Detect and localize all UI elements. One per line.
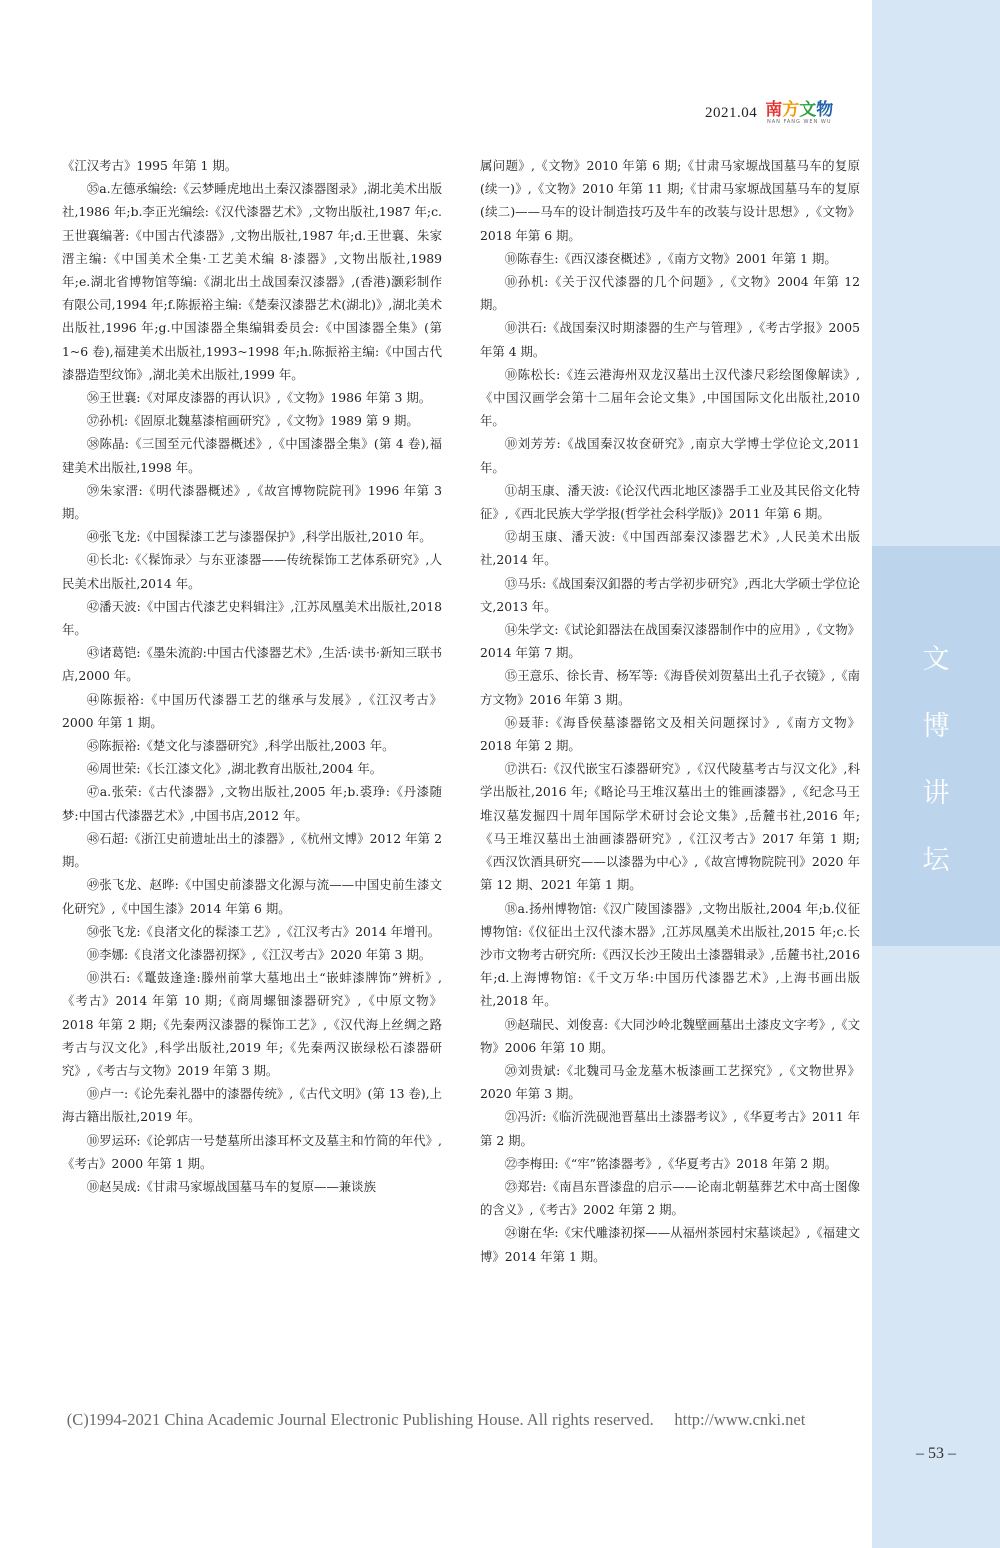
reference-note: ㊺陈振裕:《楚文化与漆器研究》,科学出版社,2003 年。 bbox=[86, 738, 395, 754]
reference-note: ㊻周世荣:《长江漆文化》,湖北教育出版社,2004 年。 bbox=[86, 761, 383, 777]
reference-note: ⑩孙机:《关于汉代漆器的几个问题》,《文物》2004 年第 12 期。 bbox=[480, 274, 860, 313]
reference-note: ㊴朱家溍:《明代漆器概述》,《故宫博物院院刊》1996 年第 3 期。 bbox=[62, 482, 442, 522]
copyright-line bbox=[0, 1410, 872, 1430]
reference-note: ⑩卢一:《论先秦礼器中的漆器传统》,《古代文明》(第 13 卷),上海古籍出版社,2019 年。 bbox=[62, 1086, 442, 1125]
reference-note: ⑭朱学文:《试论釦器法在战国秦汉漆器制作中的应用》,《文物》2014 年第 7 期。 bbox=[480, 622, 860, 661]
logo-wordmark bbox=[765, 101, 833, 119]
section-title-char: 讲 bbox=[922, 778, 950, 809]
reference-note: ⑲赵瑞民、刘俊喜:《大同沙岭北魏壁画墓出土漆皮文字考》,《文物》2006 年第 10 期。 bbox=[480, 1016, 860, 1055]
cnki-url: http://www.cnki.net bbox=[674, 1410, 806, 1429]
reference-note: ⑮王意乐、徐长青、杨军等:《海昏侯刘贺墓出土孔子衣镜》,《南方文物》2016 年第 3 期。 bbox=[480, 668, 860, 707]
reference-note: ⑩李娜:《良渚文化漆器初探》,《江汉考古》2020 年第 3 期。 bbox=[86, 946, 432, 962]
reference-note: ⑩洪石:《鼍鼓逢逢:滕州前掌大墓地出土“嵌蚌漆牌饰”辨析》,《考古》2014 年第 10 期;《商周螺钿漆器研究》,《中原文物》2018 年第 2 期;《先秦两汉漆器的髹饰工艺》,《汉代海上丝绸之路考古与汉文化》,科学出版社,2019 年;《先秦两汉嵌绿松石漆器研究》,《考古与文物》2019 年第 3 期。 bbox=[62, 970, 442, 1078]
copyright-text: (C)1994-2021 China Academic Journal Electronic Publishing House. All rights reserved. bbox=[66, 1410, 654, 1429]
reference-note: ㊷潘天波:《中国古代漆艺史料辑注》,江苏凤凰美术出版社,2018 年。 bbox=[62, 598, 442, 638]
reference-note: ⑱a.扬州博物馆:《汉广陵国漆器》,文物出版社,2004 年;b.仪征博物馆:《仪征出土汉代漆木器》,江苏凤凰美术出版社,2015 年;c.长沙市文物考古研究所:《西汉长沙王陵出土漆器辑录》,岳麓书社,2016 年;d.上海博物馆:《千文万华:中国历代漆器艺术》,上海书画出版社,2018 年。 bbox=[480, 900, 860, 1009]
reference-note: ㉒李梅田:《“牢”铭漆器考》,《华夏考古》2018 年第 2 期。 bbox=[504, 1155, 838, 1171]
reference-note: ㉑冯沂:《临沂洗砚池晋墓出土漆器考议》,《华夏考古》2011 年第 2 期。 bbox=[480, 1109, 860, 1148]
reference-note: ㊳陈晶:《三国至元代漆器概述》,《中国漆器全集》(第 4 卷),福建美术出版社,1998 年。 bbox=[62, 436, 442, 475]
reference-note: ㉓郑岩:《南昌东晋漆盘的启示——论南北朝墓葬艺术中高士图像的含义》,《考古》2002 年第 2 期。 bbox=[480, 1178, 860, 1218]
reference-note: ⑩陈春生:《西汉漆奁概述》,《南方文物》2001 年第 1 期。 bbox=[504, 250, 837, 266]
reference-note: ㊹陈振裕:《中国历代漆器工艺的继承与发展》,《江汉考古》2000 年第 1 期。 bbox=[62, 691, 442, 730]
reference-note: ㊼a.张荣:《古代漆器》,文物出版社,2005 年;b.裘琤:《丹漆随梦:中国古代漆器艺术》,中国书店,2012 年。 bbox=[62, 784, 442, 823]
reference-note: ⑬马乐:《战国秦汉釦器的考古学初步研究》,西北大学硕士学位论文,2013 年。 bbox=[480, 575, 860, 614]
logo-char: 物 bbox=[816, 100, 834, 120]
reference-note: ㉔谢在华:《宋代雕漆初探——从福州茶园村宋墓谈起》,《福建文博》2014 年第 1 期。 bbox=[480, 1225, 860, 1264]
reference-note: ㊱王世襄:《对犀皮漆器的再认识》,《文物》1986 年第 3 期。 bbox=[86, 390, 432, 406]
reference-note: ㊽石超:《浙江史前遗址出土的漆器》,《杭州文博》2012 年第 2 期。 bbox=[62, 830, 442, 870]
logo-char: 南 bbox=[765, 100, 783, 120]
logo-char: 方 bbox=[782, 100, 800, 120]
reference-note: ⑩刘芳芳:《战国秦汉妆奁研究》,南京大学博士学位论文,2011 年。 bbox=[480, 436, 860, 475]
section-title-char: 博 bbox=[922, 711, 950, 742]
reference-note: ⑪胡玉康、潘天波:《论汉代西北地区漆器手工业及其民俗文化特征》,《西北民族大学学报(哲学社会科学版)》2011 年第 6 期。 bbox=[480, 482, 860, 522]
reference-note: ⑩洪石:《战国秦汉时期漆器的生产与管理》,《考古学报》2005 年第 4 期。 bbox=[480, 320, 860, 359]
reference-note: ㊸诸葛铠:《墨朱流韵:中国古代漆器艺术》,生活·读书·新知三联书店,2000 年。 bbox=[62, 645, 442, 684]
reference-note: ⑳刘贵斌:《北魏司马金龙墓木板漆画工艺探究》,《文物世界》2020 年第 3 期。 bbox=[480, 1062, 860, 1102]
reference-note: ㊶长北:《〈髹饰录〉与东亚漆器——传统髹饰工艺体系研究》,人民美术出版社,2014 年。 bbox=[62, 552, 442, 591]
journal-logo bbox=[765, 101, 833, 125]
reference-note: ㊵张飞龙:《中国髹漆工艺与漆器保护》,科学出版社,2010 年。 bbox=[86, 529, 432, 545]
reference-note: ㊲孙机:《固原北魏墓漆棺画研究》,《文物》1989 第 9 期。 bbox=[86, 413, 419, 429]
reference-note: ⑯聂菲:《海昏侯墓漆器铭文及相关问题探讨》,《南方文物》2018 年第 2 期。 bbox=[480, 714, 860, 754]
logo-pinyin: NAN FANG WEN WU bbox=[766, 119, 832, 125]
reference-note: ㊿张飞龙:《良渚文化的髹漆工艺》,《江汉考古》2014 年增刊。 bbox=[86, 923, 441, 939]
notes-column-right bbox=[480, 154, 860, 1268]
reference-note: ⑫胡玉康、潘天波:《中国西部秦汉漆器艺术》,人民美术出版社,2014 年。 bbox=[480, 529, 860, 568]
section-title-char: 文 bbox=[922, 644, 950, 675]
section-title-char: 坛 bbox=[922, 845, 950, 876]
reference-note: ⑩赵吴成:《甘肃马家塬战国墓马车的复原——兼谈族 bbox=[86, 1178, 376, 1194]
issue-number: 2021.04 bbox=[705, 104, 758, 121]
reference-note: ⑰洪石:《汉代嵌宝石漆器研究》,《汉代陵墓考古与汉文化》,科学出版社,2016 年;《略论马王堆汉墓出土的锥画漆器》,《纪念马王堆汉墓发掘四十周年国际学术研讨会论文集》,岳麓书社,2016 年;《马王堆汉墓出土油画漆器研究》,《江汉考古》2017 年第 1 期;《西汉饮酒具研究——以漆器为中心》,《故宫博物院院刊》2020 年第 12 期、2021 年第 1 期。 bbox=[480, 761, 860, 893]
reference-note: ㉟a.左德承编绘:《云梦睡虎地出土秦汉漆器图录》,湖北美术出版社,1986 年;b.李正光编绘:《汉代漆器艺术》,文物出版社,1987 年;c.王世襄编著:《中国古代漆器》,文物出版社,1987 年;d.王世襄、朱家溍主编:《中国美术全集·工艺美术编 8·漆器》,文物出版社,1989 年;e.湖北省博物馆等编:《湖北出土战国秦汉漆器》,(香港)灏彩制作有限公司,1994 年;f.陈振裕主编:《楚秦汉漆器艺术(湖北)》,湖北美术出版社,1996 年;g.中国漆器全集编辑委员会:《中国漆器全集》(第 1~6 卷),福建美术出版社,1993~1998 年;h.陈振裕主编:《中国古代漆器造型纹饰》,湖北美术出版社,1999 年。 bbox=[62, 181, 442, 382]
reference-note: ⑩罗运环:《论郭店一号楚墓所出漆耳杯文及墓主和竹简的年代》,《考古》2000 年第 1 期。 bbox=[62, 1132, 442, 1171]
reference-note: ㊾张飞龙、赵晔:《中国史前漆器文化源与流——中国史前生漆文化研究》,《中国生漆》2014 年第 6 期。 bbox=[62, 877, 442, 916]
reference-note: 《江汉考古》1995 年第 1 期。 bbox=[62, 158, 238, 173]
reference-note: ⑩陈松长:《连云港海州双龙汉墓出土汉代漆尺彩绘图像解读》,《中国汉画学会第十二届年会论文集》,中国国际文化出版社,2010 年。 bbox=[480, 366, 860, 429]
page-number: – 53 – bbox=[916, 1445, 956, 1462]
logo-char: 文 bbox=[799, 100, 817, 120]
section-title bbox=[872, 626, 1000, 894]
reference-note: 属问题》,《文物》2010 年第 6 期;《甘肃马家塬战国墓马车的复原(续一)》,《文物》2010 年第 11 期;《甘肃马家塬战国墓马车的复原(续二)——马车的设计制造技巧及牛车的改装与设计思想》,《文物》2018 年第 6 期。 bbox=[480, 158, 860, 243]
running-header bbox=[705, 98, 833, 128]
notes-column-left bbox=[62, 154, 442, 1198]
